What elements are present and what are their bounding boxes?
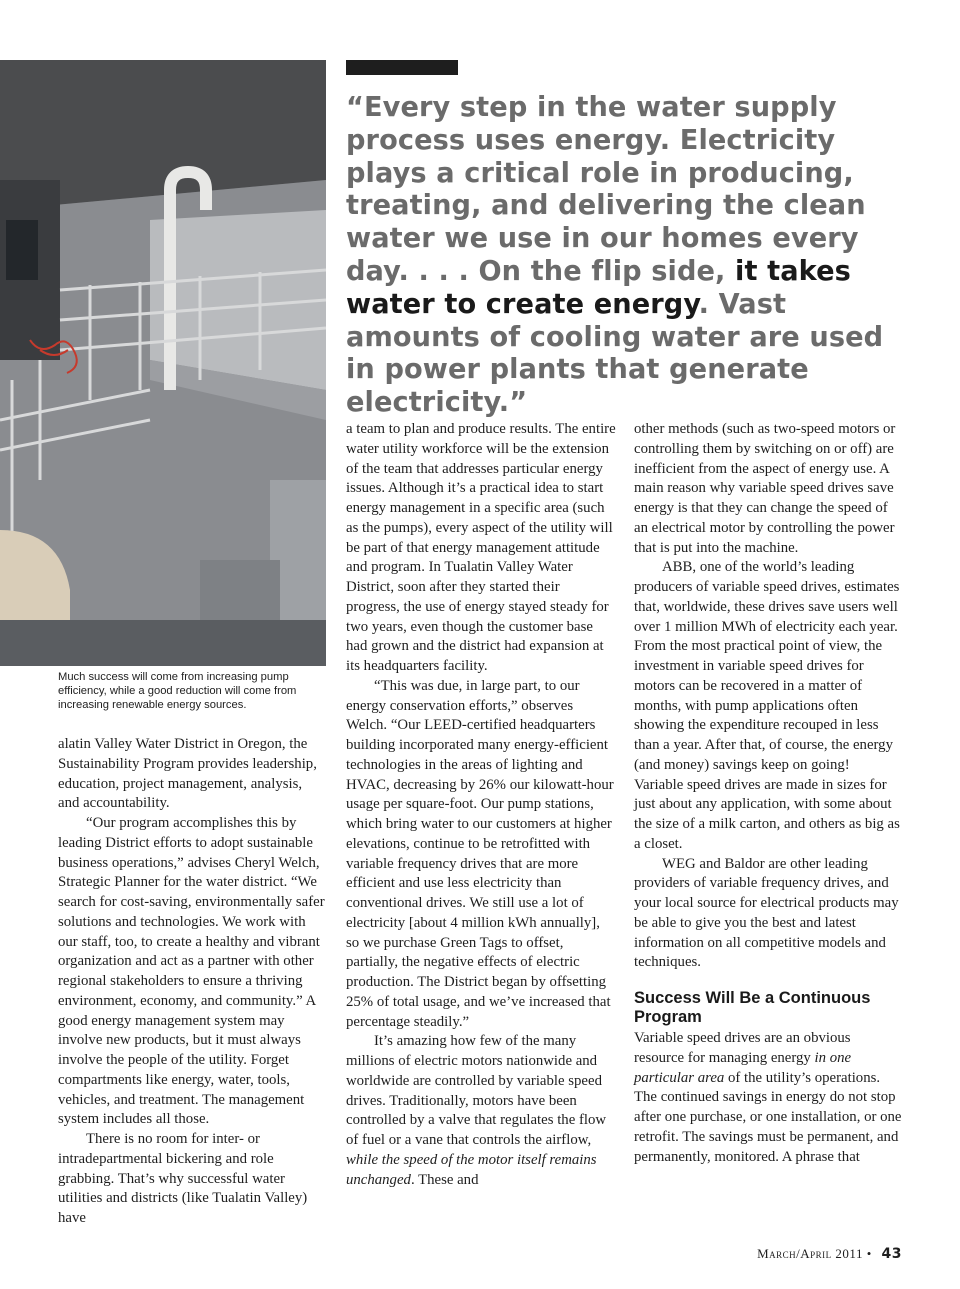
paragraph: alatin Valley Water District in Oregon, the Sustainability Program provides leadership, education, project management, analysis, and accountability. xyxy=(58,736,317,812)
text-column-2 xyxy=(346,420,616,1190)
pullquote-highlight: it takes water to create energy xyxy=(346,255,851,320)
paragraph-text: . These and xyxy=(410,1171,479,1188)
paragraph: “This was due, in large part, to our energy conservation efforts,” observes Welch. “Our LEED-certified headquarters building incorporated many energy-efficient technologies in the areas of lighting and HVAC, decreasing by 26% our kilowatt-hour usage per square-foot. Our pump stations, which bring water to our customers at higher elevations, continue to be retrofitted with variable frequency drives that are more efficient and use less electricity than conventional drives. We still use a lot of electricity [about 4 million kWh annually], so we purchase Green Tags to offset, partially, the negative effects of electric production. The District began by offsetting 25% of total usage, and we’ve increased that percentage steadily.” xyxy=(346,677,614,1030)
paragraph: There is no room for inter- or intradepartmental bickering and role grabbing. That’s why successful water utilities and districts (like Tualatin Valley) have xyxy=(58,1131,308,1226)
paragraph xyxy=(634,1029,902,1167)
paragraph-text: It’s amazing how few of the many millions of electric motors nationwide and worldwide are controlled by variable speed drives. Traditionally, motors have been controlled by a valve that regulates the flow of fuel or a vane that controls the airflow, xyxy=(346,1033,607,1148)
text-column-3 xyxy=(634,420,902,1167)
issue-date: March/April 2011 xyxy=(757,1246,863,1261)
paragraph: other methods (such as two-speed motors or controlling them by switching on or off) are inefficient from the aspect of energy use. A main reason why variable speed drives save energy is that they can change the speed of an electrical motor by controlling the power that is put into the machine. xyxy=(634,421,896,556)
text-column-1 xyxy=(58,735,326,1229)
paragraph: “Our program accomplishes this by leading District efforts to adopt sustainable business operations,” advises Cheryl Welch, Strategic Planner for the water district. “We search for cost-saving, environmentally safer solutions and technologies. We work with our staff, too, to create a healthy and vibrant organization and act as a partner with other regional stakeholders to ensure a thriving environment, economy, and community.” A good energy management system may involve new products, but it must always involve the people of the utility. Forget compartments like energy, water, tools, vehicles, and treatment. The management system includes all those. xyxy=(58,815,325,1128)
pullquote-bar xyxy=(346,60,458,75)
pullquote-text-start: “Every step in the water supply process uses energy. Electricity plays a critical role in producing, treating, and delivering the clean water we use in our homes every day. . . . On the flip side, xyxy=(346,92,866,287)
photo-caption: Much success will come from increasing pump efficiency, while a good reduction will come from increasing renewable energy sources. xyxy=(58,671,297,711)
pullquote-text-end: . Vast amounts of cooling water are used in power plants that generate electricity.” xyxy=(346,288,884,419)
paragraph-text: Variable speed drives are an obvious resource for managing energy xyxy=(634,1030,851,1066)
paragraph-text: of the utility’s operations. The continued savings in energy do not stop after one purchase, or one installation, or one retrofit. The savings must be permanent, and permanently, monitored. A phrase that xyxy=(634,1069,902,1165)
paragraph: a team to plan and produce results. The entire water utility workforce will be the extension of the team that addresses particular energy issues. Although it’s a practical idea to start energy management in a specific area (such as the pumps), every aspect of the utility will be part of that energy management attitude and program. In Tualatin Valley Water District, soon after they started their progress, the use of energy stayed steady for two years, even though the customer base had grown and the district had expansion at its headquarters facility. xyxy=(346,421,616,674)
paragraph-italic: in one particular area xyxy=(634,1049,852,1086)
section-heading: Success Will Be a Continuous Program xyxy=(634,989,871,1026)
footer-bullet: • xyxy=(866,1246,872,1261)
paragraph xyxy=(346,1032,616,1190)
water-plant-photo xyxy=(0,60,326,666)
page-footer xyxy=(757,1246,902,1262)
photo-illustration xyxy=(0,60,326,666)
pullquote xyxy=(346,92,906,420)
page-number: 43 xyxy=(881,1246,902,1262)
paragraph-italic: while the speed of the motor itself remains unchanged xyxy=(346,1151,597,1188)
paragraph: WEG and Baldor are other leading providers of variable frequency drives, and your local source for electrical products may be able to give you the best and latest information on all competitive models and techniques. xyxy=(634,855,899,971)
paragraph: ABB, one of the world’s leading producers of variable speed drives, estimates that, worldwide, these drives save users well over 1 million MWh of electricity each year. From the most practical point of view, the investment in variable speed drives for motors can be recovered in a matter of months, with pump applications often showing the expenditure recouped in less than a year. After that, of course, the energy (and money) savings keep on going! Variable speed drives are made in sizes for just about any application, with some about the size of a milk carton, and others as big as a closet. xyxy=(634,559,900,852)
